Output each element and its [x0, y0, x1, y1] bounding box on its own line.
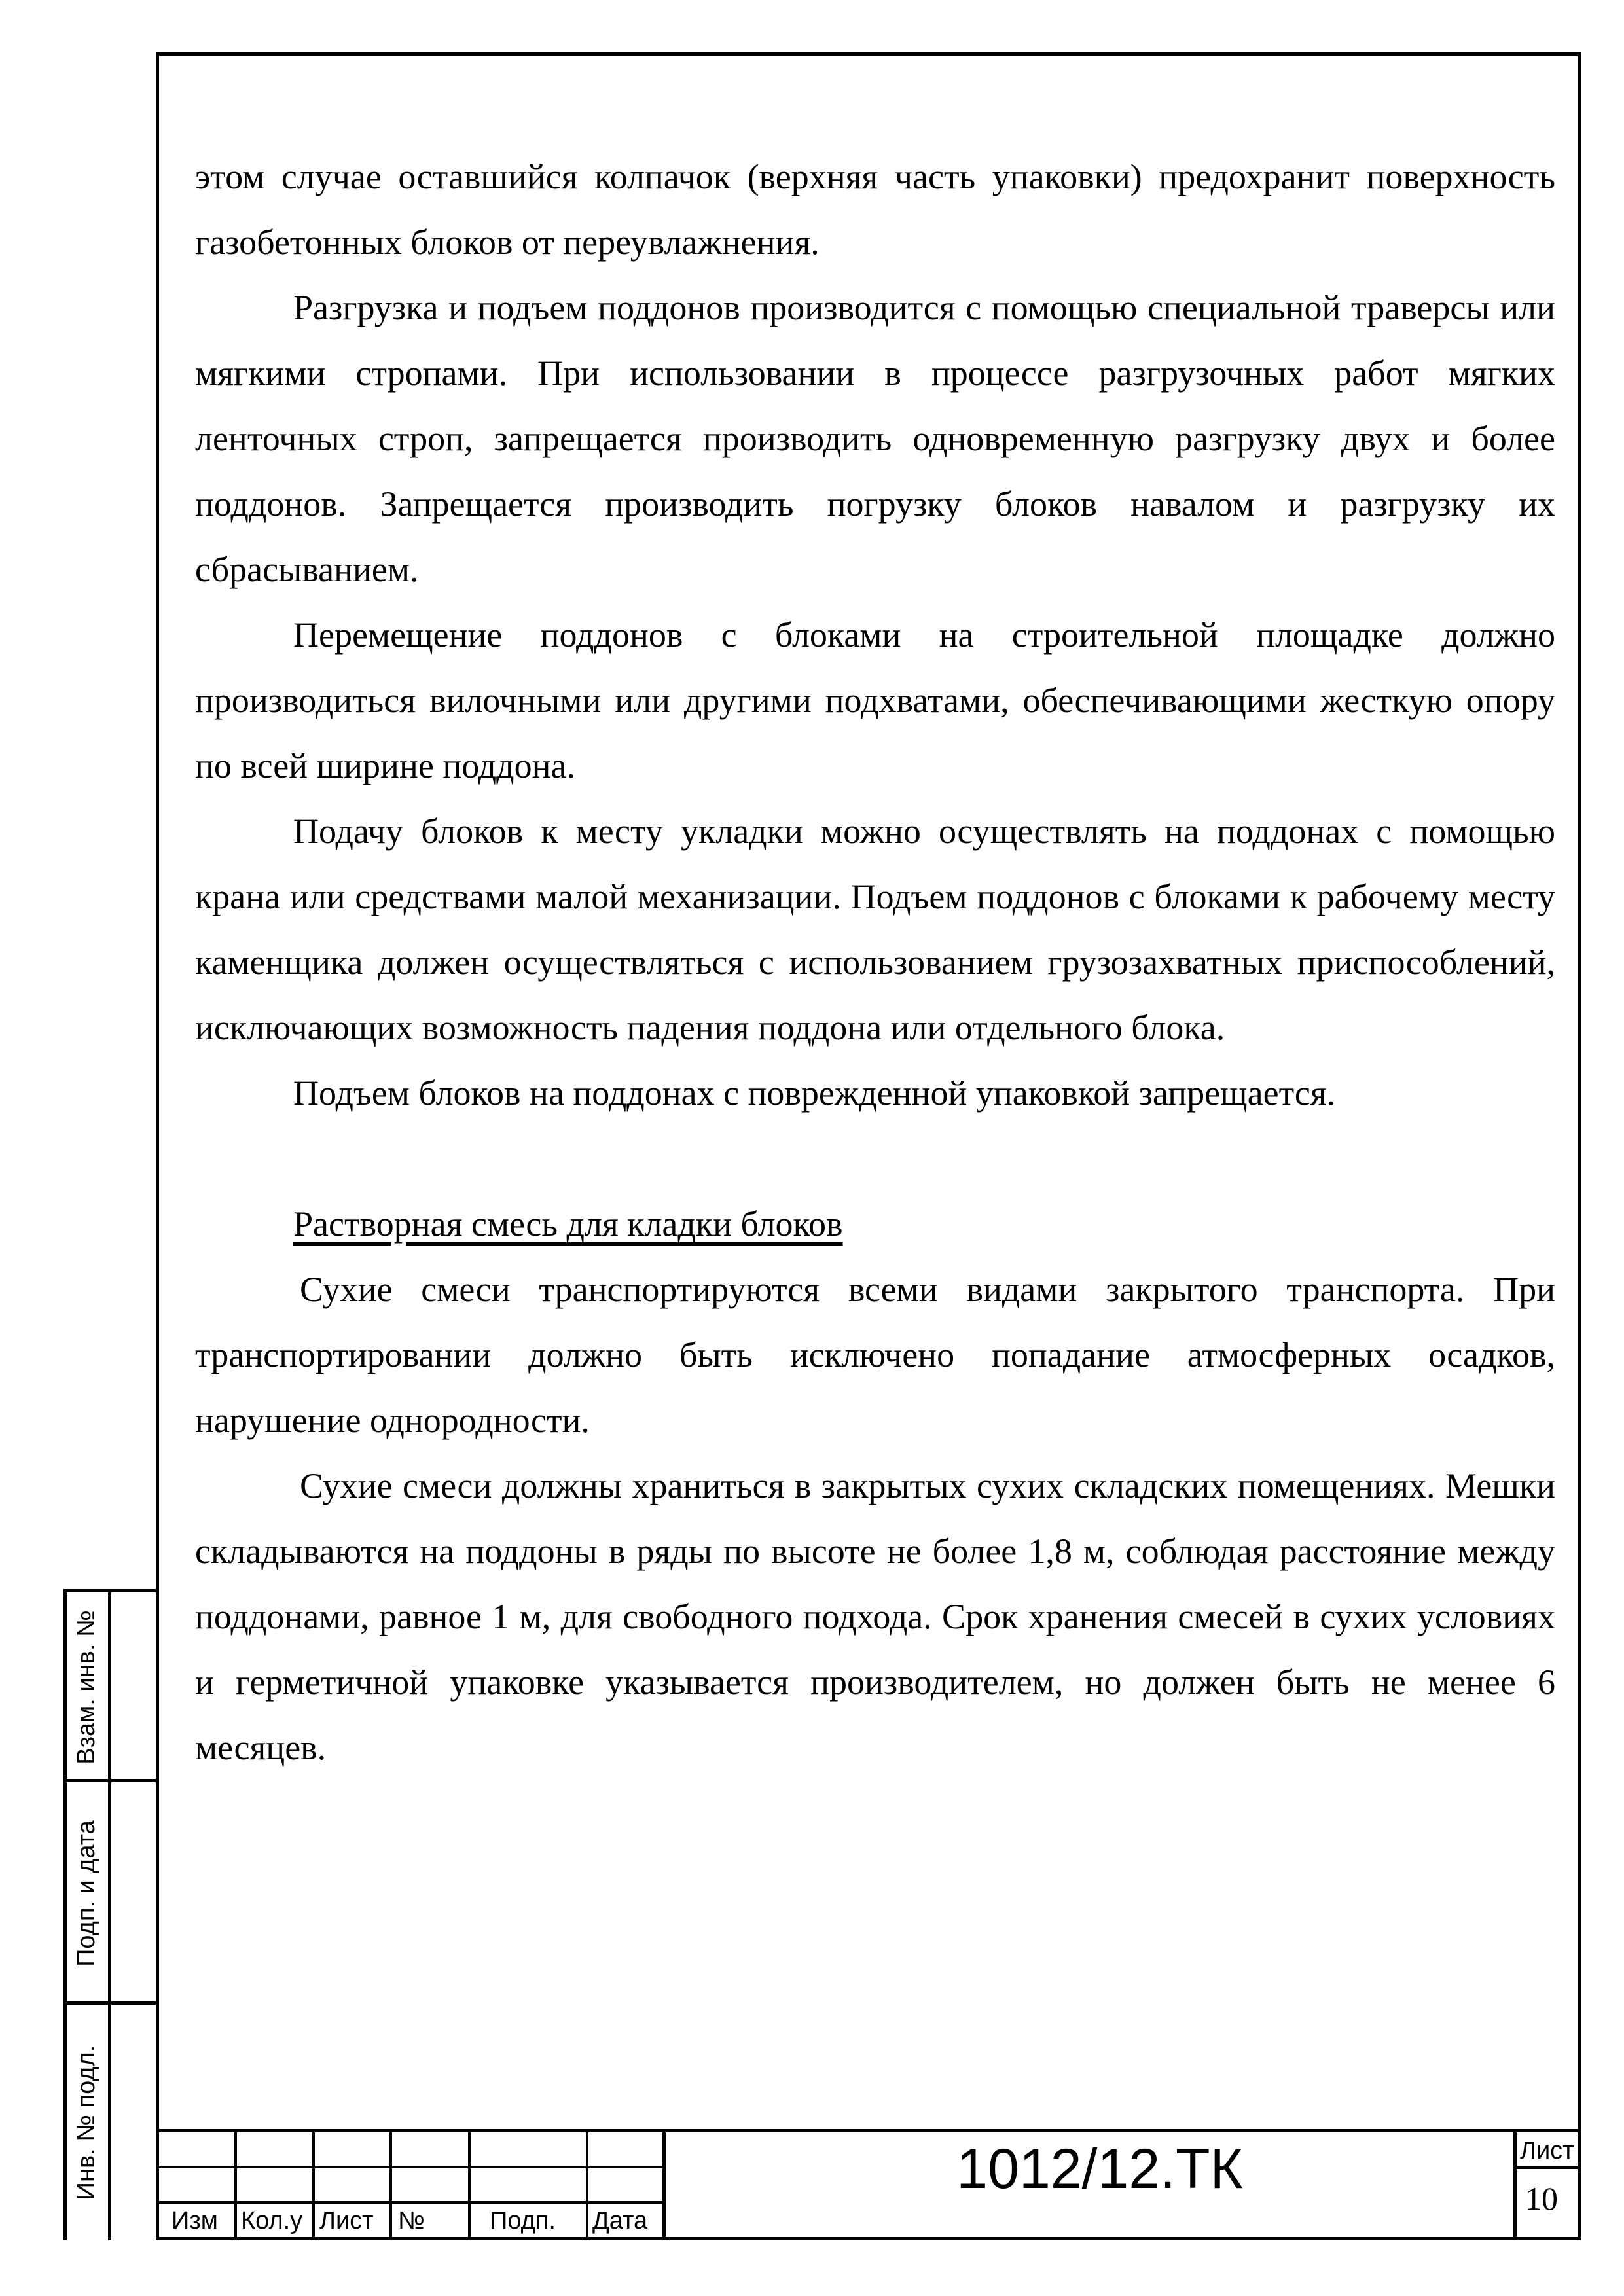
body-paragraph: Разгрузка и подъем поддонов производится с помощью специальной траверсы или мягкими стропами. При использовании в процессе разгрузочных работ мягких ленточных строп, запрещается производить одновременную разгрузку двух и более поддонов. Запрещается производить погрузку блоков навалом и разгрузку их сбрасыванием. — [195, 288, 1555, 589]
vzam-inv-label: Взам. инв. № — [73, 1610, 100, 1765]
blank-line — [195, 1126, 1555, 1191]
stamp-col-list: Лист — [319, 2207, 374, 2234]
paragraph-group-mortar — [195, 1257, 1555, 1780]
document-body — [195, 144, 1555, 1780]
stamp-col-izm: Изм — [171, 2207, 218, 2234]
stamp-col-data: Дата — [592, 2207, 648, 2234]
section-subheading: Растворная смесь для кладки блоков — [293, 1204, 843, 1244]
side-stamp-columns — [63, 1589, 156, 2240]
stamp-col-podp: Подп. — [490, 2207, 556, 2234]
body-paragraph: Подъем блоков на поддонах с поврежденной упаковкой запрещается. — [293, 1073, 1336, 1113]
stamp-col-kolu: Кол.у — [241, 2207, 303, 2234]
sheet-label: Лист — [1520, 2137, 1574, 2164]
document-code: 1012/12.ТК — [956, 2138, 1243, 2200]
body-paragraph: Сухие смеси транспортируются всеми видами закрытого транспорта. При транспортировании должно быть исключено попадание атмосферных осадков, нарушение однородности. — [195, 1270, 1555, 1440]
podp-data-label: Подп. и дата — [73, 1820, 100, 1967]
body-paragraph: Перемещение поддонов с блоками на строительной площадке должно производиться вилочными или другими подхватами, обеспечивающими жесткую опору по всей ширине поддона. — [195, 615, 1555, 785]
stamp-col-num: № — [398, 2207, 425, 2234]
body-paragraph: Сухие смеси должны храниться в закрытых сухих складских помещениях. Мешки складываются на поддоны в ряды по высоте не более 1,8 м, соблюдая расстояние между поддонами, равное 1 м, для свободного подхода. Срок хранения смесей в сухих условиях и герметичной упаковке указывается производителем, но должен быть не менее 6 месяцев. — [195, 1466, 1555, 1767]
body-paragraph: этом случае оставшийся колпачок (верхняя часть упаковки) предохранит поверхность газобетонных блоков от переувлажнения. — [195, 157, 1555, 262]
paragraph-group-transport — [195, 144, 1555, 1126]
inv-podl-label: Инв. № подл. — [73, 2045, 100, 2200]
body-paragraph: Подачу блоков к месту укладки можно осуществлять на поддонах с помощью крана или средствами малой механизации. Подъем поддонов с блоками к рабочему месту каменщика должен осуществляться с использованием грузозахватных приспособлений, исключающих возможность падения поддона или отдельного блока. — [195, 812, 1555, 1047]
sheet-number: 10 — [1525, 2180, 1558, 2217]
